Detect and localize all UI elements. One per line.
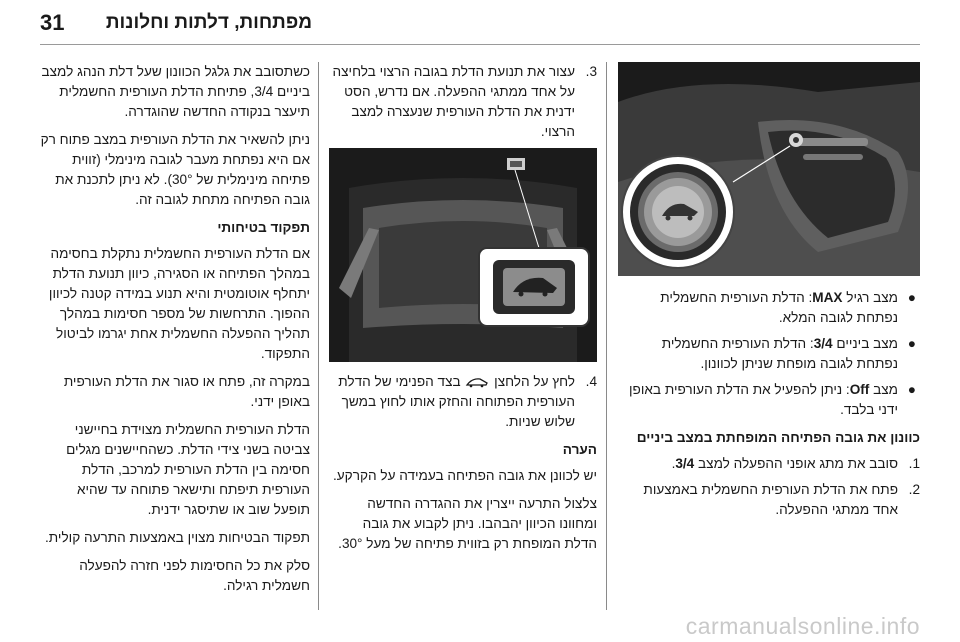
paragraph-clear-obstructions: סלק את כל החסימות לפני חזרה להפעלה חשמלית רגילה. — [79, 558, 310, 593]
bullet-item-off: ● מצב Off: ניתן להפעיל את הדלת העורפית באופן ידני בלבד. — [629, 382, 916, 417]
column-divider-left — [318, 62, 319, 610]
tailgate-button-illustration — [329, 148, 597, 362]
bullet-marker: ● — [907, 336, 916, 351]
header-rule — [40, 44, 920, 45]
column-left — [38, 62, 310, 604]
section-heading-height-adjust: כוונון את גובה הפתיחה המופחתת במצב ביניים — [636, 430, 920, 445]
page-title: מפתחות, דלתות וחלונות — [105, 12, 312, 33]
watermark: carmanualsonline.info — [685, 613, 920, 639]
paragraph-intermediate-position: כשתסובב את גלגל הכוונון שעל דלת הנהג למצב ביניים 3/4, פתיחת הדלת העורפית החשמלית תיעצר בנקודה החדשה שהוגדרה. — [41, 64, 310, 119]
bullet-item-intermediate: ● מצב ביניים 3/4: הדלת העורפית החשמלית נפתחת לגובה מופחת שניתן לכוונון. — [661, 336, 916, 371]
note-title: הערה — [562, 442, 597, 457]
column-right — [618, 62, 920, 526]
note-text-1: יש לכוונן את גובה הפתיחה בעמידה על הקרקע. — [332, 468, 597, 483]
paragraph-pinch-sensors: הדלת העורפית החשמלית מצוידת בחיישני צביטה בשני צידי הדלת. כשהחיישנים מגלים חסימה בין הדלת העורפית למרכב, הדלת העורפית תיפתח ותישאר פתוחה עד שהיא תופעל שוב או שתיסגר ידנית. — [66, 422, 310, 517]
bullet-marker: ● — [907, 290, 916, 305]
page-header — [0, 0, 960, 50]
tailgate-icon — [464, 376, 490, 388]
column-divider-right — [606, 62, 607, 610]
paragraph-audible-warning: תפקוד הבטיחות מצוין באמצעות התרעה קולית. — [45, 530, 310, 545]
note-text-2: צלצול התרעה ייצרין את ההגדרה החדשה ומחוונו הכיוון יהבהבו. ניתן לקבוע את גובה הדלת המופחת רק בזווית פתיחה של מעל 30°. — [338, 496, 597, 551]
step-4: 4. לחץ על הלחצן בצד הפנימי של הדלת העורפית הפתוחה והחזק אותו לחוץ במשך שלוש שניות. — [338, 374, 597, 429]
bullet-item-max: ● מצב רגיל MAX: הדלת העורפית החשמלית נפתחת לגובה המלא. — [660, 290, 916, 325]
bullet-marker: ● — [907, 382, 916, 397]
step-1: 1. סובב את מתג אופני ההפעלה למצב 3/4. — [671, 456, 920, 471]
paragraph-minimum-height: ניתן להשאיר את הדלת העורפית במצב פתוח רק אם היא נפתחת מעבר לגובה מינימלי (זווית פתיחה מינימלית של 30°). לא ניתן לתכנת את גובה הפתיחה מתחת לגובה זה. — [40, 132, 310, 207]
step-2: 2. פתח את הדלת העורפית החשמלית באמצעות אחד ממתגי ההפעלה. — [643, 482, 920, 517]
paragraph-manual-operation: במקרה זה, פתח או סגור את הדלת העורפית באופן ידני. — [63, 374, 310, 409]
column-middle — [329, 62, 597, 562]
step-3: 3. עצור את תנועת הדלת בגובה הרצוי בלחיצה על אחד ממתגי ההפעלה. אם נדרש, הסט ידנית את הדלת העורפית שנעצרה למצב הרצוי. — [332, 64, 597, 139]
door-dial-illustration — [618, 62, 920, 276]
section-heading-safety: תפקוד בטיחותי — [217, 220, 310, 235]
page-number: 31 — [40, 10, 65, 35]
paragraph-obstruction: אם הדלת העורפית החשמלית נתקלת בחסימה במהלך הפתיחה או הסגירה, כיוון תנועת הדלת יתחלף אוטומטית והיא תנוע במידה קטנה לכיוון ההפוך. התרחשות של מספר חסימות במהלך תהליך ההפעלה החשמלית אחת יגרמו לביטול התפקוד. — [48, 246, 310, 361]
